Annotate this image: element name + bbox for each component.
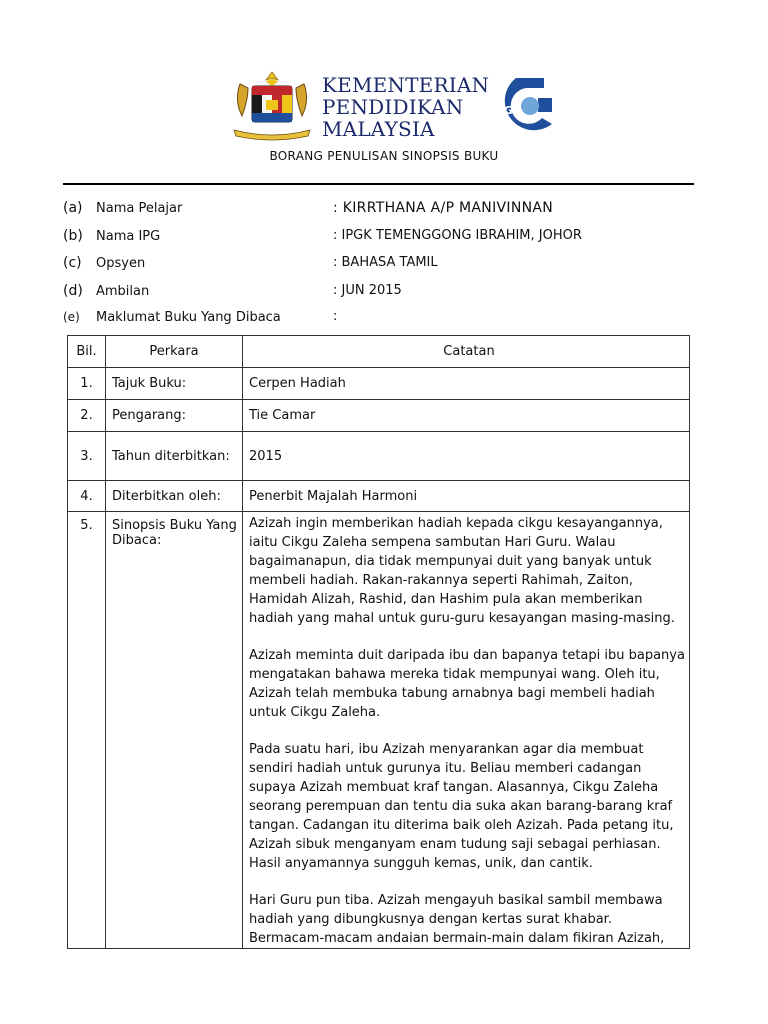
ministry-line-1: KEMENTERIAN — [322, 73, 490, 97]
info-value: : KIRRTHANA A/P MANIVINNAN — [333, 200, 554, 216]
row-number: 1. — [68, 368, 106, 400]
row-number: 5. — [68, 512, 106, 949]
row-number: 4. — [68, 481, 106, 512]
row-item: Sinopsis Buku Yang Dibaca: — [106, 512, 243, 949]
form-title: BORANG PENULISAN SINOPSIS BUKU — [269, 149, 499, 163]
info-value: : JUN 2015 — [333, 283, 402, 298]
ministry-name — [322, 74, 489, 140]
table-row — [68, 368, 690, 400]
info-value: : IPGK TEMENGGONG IBRAHIM, JOHOR — [333, 228, 582, 243]
info-letter: (b) — [63, 228, 83, 244]
synopsis-paragraph-1: Azizah ingin memberikan hadiah kepada cikgu kesayangannya, iaitu Cikgu Zaleha sempena sambutan Hari Guru. Walau bagaimanapun, dia tidak mempunyai duit yang banyak untuk membeli hadiah. Rakan-rakannya seperti Rahimah, Zaiton, Hamidah Alizah, Rashid, dan Hashim pula akan memberikan hadiah yang mahal untuk guru-guru kesayangan masing-masing. — [249, 516, 675, 626]
table-row-synopsis — [68, 512, 690, 949]
header-perkara: Perkara — [106, 336, 243, 368]
row-note: 2015 — [243, 432, 690, 481]
header-logos — [230, 70, 560, 142]
table-row — [68, 481, 690, 512]
row-item: Tajuk Buku: — [106, 368, 243, 400]
ministry-line-2: PENDIDIKAN — [322, 95, 464, 119]
book-info-table — [67, 335, 690, 949]
info-label: Nama IPG — [96, 229, 161, 244]
row-item: Pengarang: — [106, 400, 243, 432]
info-label: Ambilan — [96, 284, 150, 299]
row-note: Tie Camar — [243, 400, 690, 432]
synopsis-text — [249, 512, 689, 948]
header-divider — [63, 183, 694, 185]
synopsis-paragraph-2: Azizah meminta duit daripada ibu dan bapanya tetapi ibu bapanya mengatakan bahawa mereka tidak mempunyai wang. Oleh itu, Azizah telah membuka tabung arnabnya bagi membeli hadiah untuk Cikgu Zaleha. — [249, 648, 685, 720]
info-row-nama-pelajar — [63, 200, 703, 220]
header-bil: Bil. — [68, 336, 106, 368]
row-item: Tahun diterbitkan: — [106, 432, 243, 481]
row-note: Cerpen Hadiah — [243, 368, 690, 400]
synopsis-paragraph-3: Pada suatu hari, ibu Azizah menyarankan agar dia membuat sendiri hadiah untuk gurunya itu. Beliau memberi cadangan supaya Azizah membuat kraf tangan. Alasannya, Cikgu Zaleha seorang perempuan dan tentu dia suka akan barang-barang kraf tangan. Cadangan itu diterima baik oleh Azizah. Pada petang itu, Azizah sibuk menganyam enam tudung saji sebagai perhiasan. Hasil anyamannya sungguh kemas, unik, dan cantik. — [249, 742, 674, 871]
info-letter: (c) — [63, 255, 82, 271]
info-row-opsyen — [63, 255, 703, 275]
coat-of-arms-icon — [230, 70, 314, 142]
row-number: 2. — [68, 400, 106, 432]
info-row-nama-ipg — [63, 228, 703, 248]
info-label: Maklumat Buku Yang Dibaca — [96, 310, 281, 325]
row-note: Penerbit Majalah Harmoni — [243, 481, 690, 512]
header-catatan: Catatan — [243, 336, 690, 368]
ipg-logo-icon — [486, 74, 558, 140]
ministry-line-3: MALAYSIA — [322, 117, 435, 141]
info-row-ambilan — [63, 283, 703, 303]
info-row-maklumat-buku — [63, 309, 703, 329]
info-label: Opsyen — [96, 256, 146, 271]
synopsis-paragraph-4: Hari Guru pun tiba. Azizah mengayuh basikal sambil membawa hadiah yang dibungkusnya dengan kertas surat khabar. Bermacam-macam andaian bermain-main dalam fikiran Azizah, — [249, 893, 665, 946]
row-item: Diterbitkan oleh: — [106, 481, 243, 512]
info-value: : — [333, 309, 338, 324]
ipg-logo-text: iPG — [492, 104, 513, 117]
info-value: : BAHASA TAMIL — [333, 255, 438, 270]
row-number: 3. — [68, 432, 106, 481]
info-letter: (a) — [63, 200, 83, 216]
info-label: Nama Pelajar — [96, 201, 183, 216]
info-letter: (e) — [63, 310, 80, 324]
table-row — [68, 400, 690, 432]
table-row — [68, 432, 690, 481]
info-letter: (d) — [63, 283, 83, 299]
synopsis-cell — [243, 512, 690, 949]
table-header-row — [68, 336, 690, 368]
